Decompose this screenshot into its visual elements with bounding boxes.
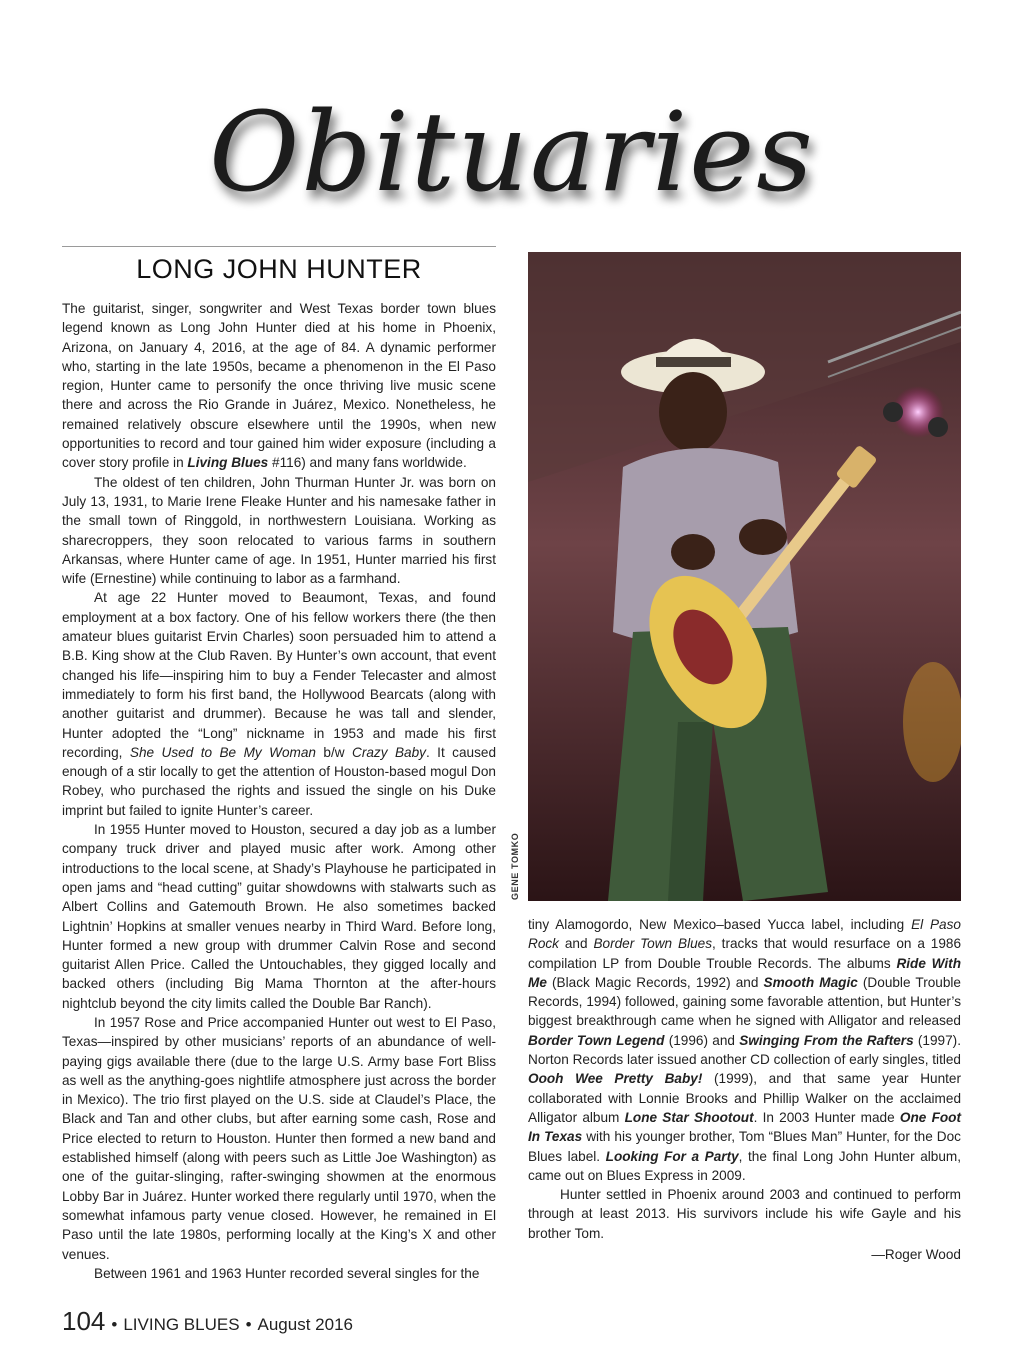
author-signoff: —Roger Wood: [871, 1247, 961, 1263]
header-rule: [62, 246, 496, 247]
page-number: 104: [62, 1306, 106, 1336]
section-masthead: [0, 42, 1024, 222]
footer-bullet: •: [245, 1315, 252, 1334]
paragraph: The oldest of ten children, John Thurman Hunter Jr. was born on July 13, 1931, to Marie Irene Fleake Hunter and his namesake father in the small town of Ringgold, in northwestern Louisiana. Working as sharecroppers, they soon relocated to various farms in southern Arkansas, where Hunter came of age. In 1951, Hunter married his first wife (Ernestine) while continuing to labor as a farmhand.: [62, 474, 496, 587]
paragraph: In 1955 Hunter moved to Houston, secured a day job as a lumber company truck driver and played music after work. Among other introductions to the local scene, at Shady’s Playhouse he participated in open jams and “head cutting” guitar showdowns with stalwarts such as Albert Collins and Gatemouth Brown. He also sometimes backed Lightnin’ Hopkins at smaller venues nearby in Third Ward. Before long, Hunter formed a new group with drummer Calvin Rose and second guitarist Allen Price. Called the Untouchables, they gigged locally and backed others (including Big Mama Thornton at the after-hours nightclub beyond the city limits called the Double Bar Ranch).: [62, 822, 496, 1011]
paragraph: At age 22 Hunter moved to Beaumont, Texas, and found employment at a box factory. One of his fellow workers there (the then amateur blues guitarist Ervin Charles) soon persuaded him to attend a B.B. King show at the Club Raven. By Hunter’s own account, that event changed his life—inspiring him to buy a Fender Telecaster and almost immediately to form his first band, the Hollywood Bearcats (along with another guitarist and drummer). Because he was tall and slender, Hunter adopted the “Long” nickname in 1953 and made his first recording, She Used to Be My Woman b/w Crazy Baby. It caused enough of a stir locally to get the attention of Houston-based mogul Don Robey, who purchased the rights and issued the single on his Duke imprint but failed to ignite Hunter’s career.: [62, 590, 497, 818]
performer-photo: [528, 252, 961, 901]
paragraph: In 1957 Rose and Price accompanied Hunter out west to El Paso, Texas—inspired by other musicians’ reports of an abundance of well-paying gigs available there (due to the large U.S. Army base Fort Bliss as well as the anything-goes nightlife atmosphere just across the border in Mexico). The trio first played on the U.S. side at Claudel’s Place, the Black and Tan and other clubs, but after earning some cash, Rose and Price elected to return to Houston. Hunter then formed a new band and established himself (along with peers such as Little Joe Washington) as one of the guitar-slinging, rafter-swinging showmen at the enormous Lobby Bar in Juárez. Hunter worked there regularly until 1970, when the somewhat infamous party venue closed. However, he remained in El Paso until the late 1980s, performing locally at the King’s X and other venues.: [62, 1014, 496, 1262]
obituaries-title-script: [0, 42, 1024, 222]
paragraph: Between 1961 and 1963 Hunter recorded several singles for the: [94, 1265, 480, 1281]
section-title: Obituaries: [209, 88, 815, 216]
article-column-right: [528, 915, 961, 1264]
paragraph: tiny Alamogordo, New Mexico–based Yucca label, including El Paso Rock and Border Town Blues, tracks that would resurface on a 1986 compilation LP from Double Trouble Records. The albums Ride With Me (Black Magic Records, 1992) and Smooth Magic (Double Trouble Records, 1994) followed, gaining some favorable attention, but Hunter’s biggest breakthrough came when he signed with Alligator and released Border Town Legend (1996) and Swinging From the Rafters (1997). Norton Records later issued another CD collection of early singles, titled Oooh Wee Pretty Baby! (1999), and that same year Hunter collaborated with Lonnie Brooks and Phillip Walker on the acclaimed Alligator album Lone Star Shootout. In 2003 Hunter made One Foot In Texas with his younger brother, Tom “Blues Man” Hunter, for the Doc Blues label. Looking For a Party, the final Long John Hunter album, came out on Blues Express in 2009.: [528, 917, 962, 1183]
magazine-name: LIVING BLUES: [123, 1315, 240, 1334]
paragraph: Hunter settled in Phoenix around 2003 and continued to perform through at least 2013. His survivors include his wife Gayle and his brother Tom.: [528, 1187, 961, 1241]
issue-date: August 2016: [257, 1315, 353, 1334]
article-headline: LONG JOHN HUNTER: [136, 254, 422, 284]
page-footer: [62, 1306, 353, 1337]
paragraph: The guitarist, singer, songwriter and West Texas border town blues legend known as Long John Hunter died at his home in Phoenix, Arizona, on January 4, 2016, at the age of 84. A dynamic performer who, starting in the late 1950s, became a phenomenon in the El Paso region, Hunter came to personify the once thriving live music scene there and across the Rio Grande in Juárez, Mexico. Nonetheless, he remained relatively obscure elsewhere until the 1990s, when new opportunities to record and tour gained him wider exposure (including a cover story profile in Living Blues #116) and many fans worldwide.: [62, 301, 496, 471]
article-column-left: [62, 299, 496, 1283]
photo-credit: GENE TOMKO: [510, 832, 520, 900]
footer-bullet: •: [111, 1315, 118, 1334]
